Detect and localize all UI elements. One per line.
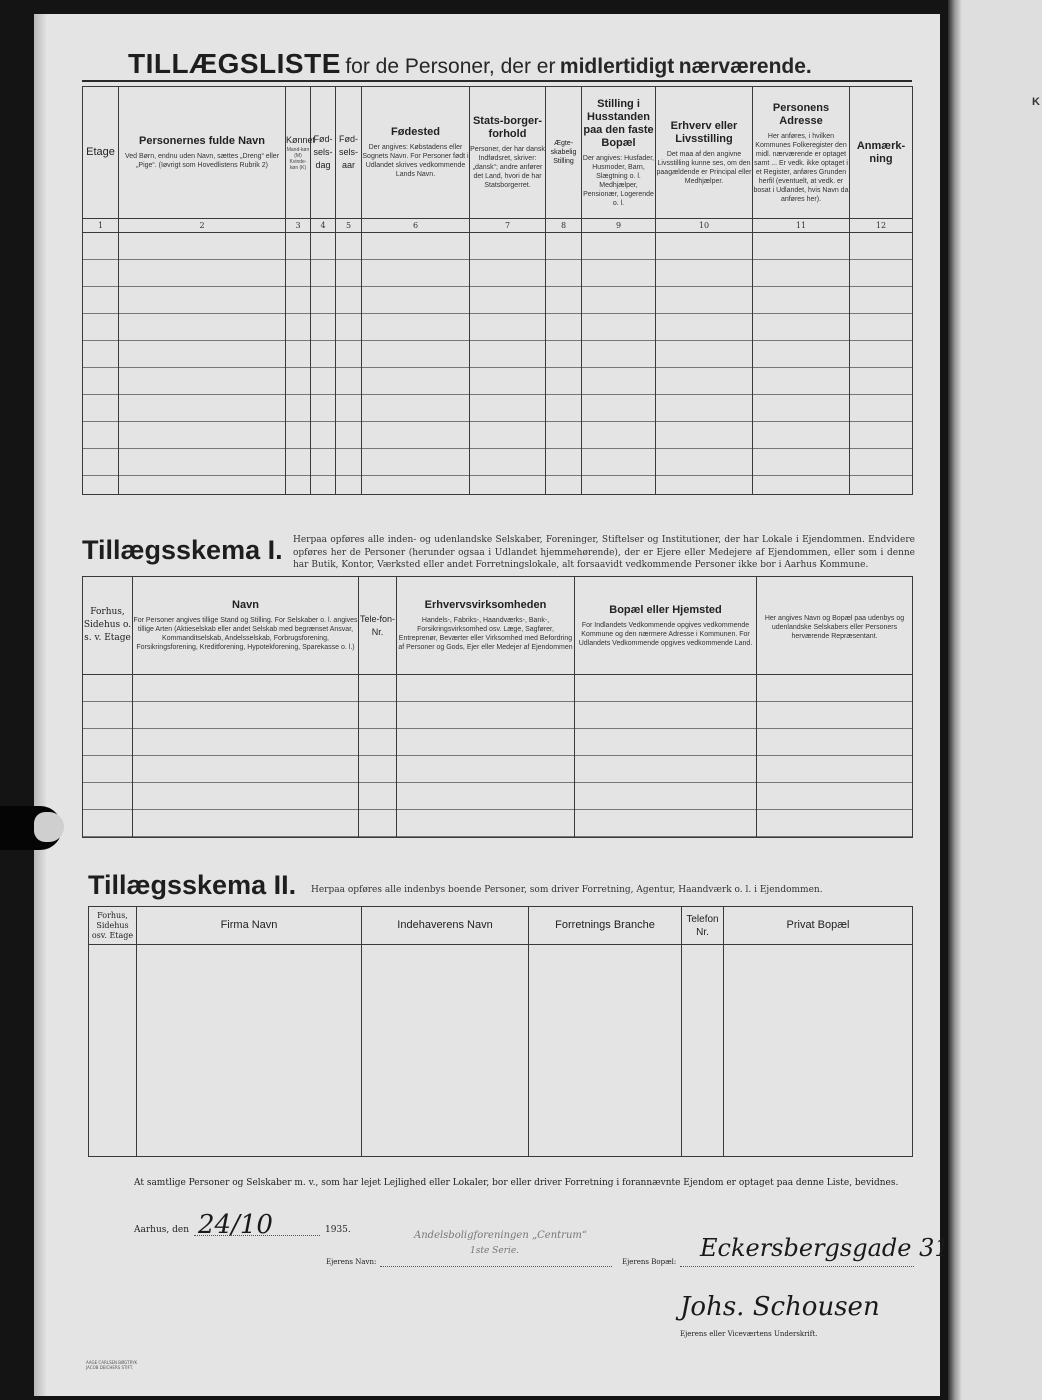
ruled-line [582, 395, 655, 422]
ruled-line [582, 314, 655, 341]
ruled-line [359, 702, 396, 729]
ruled-line [470, 368, 545, 395]
ruled-line [119, 449, 285, 476]
ruled-line [546, 422, 581, 449]
date-handwritten: 24/10 [198, 1210, 273, 1240]
title-bold2: midlertidigt [559, 55, 675, 78]
colnum: 10 [656, 219, 753, 233]
ruled-line [119, 233, 285, 260]
ruled-line [311, 449, 335, 476]
ruled-line [850, 314, 912, 341]
ruled-line [582, 233, 655, 260]
ruled-line [336, 287, 361, 314]
ruled-line [546, 287, 581, 314]
empty-cell [724, 945, 913, 1157]
ruled-line [83, 287, 118, 314]
title-rest: for de Personer, der er [345, 55, 556, 78]
ruled-line [119, 395, 285, 422]
s2-col-branche: Forretnings Branche [529, 907, 682, 945]
ruled-line [362, 395, 469, 422]
ruled-line [656, 422, 752, 449]
ruled-line [753, 395, 849, 422]
ruled-line [359, 729, 396, 756]
ruled-line [311, 422, 335, 449]
ruled-line [286, 233, 310, 260]
ruled-line [83, 702, 132, 729]
ruled-line [336, 449, 361, 476]
skema2-body [89, 945, 913, 1157]
ruled-line [656, 233, 752, 260]
ruled-line [83, 368, 118, 395]
ruled-line [546, 233, 581, 260]
ruled-line [286, 422, 310, 449]
col-statsborger: Stats-borger-forhold Personer, der har dansk Indfødsret, skriver: „dansk“; andre anfører det Land, hvori de har Statsborgerret. [470, 87, 546, 219]
ruled-line [850, 341, 912, 368]
ruled-line [753, 314, 849, 341]
ruled-line [83, 260, 118, 287]
ruled-line [362, 314, 469, 341]
ruled-line [757, 675, 912, 702]
declaration-text: At samtlige Personer og Selskaber m. v., som har lejet Lejlighed eller Lokaler, bor eller driver Forretning i forannævnte Ejendom er optaget paa denne Liste, bevidnes. [134, 1178, 899, 1188]
ruled-line [336, 422, 361, 449]
s1-col-etage: Forhus, Sidehus o. s. v. Etage [83, 577, 133, 675]
colnum: 9 [582, 219, 656, 233]
ruled-line [286, 260, 310, 287]
ruled-line [656, 395, 752, 422]
s1-col-bopael: Bopæl eller Hjemsted For Indlandets Vedkommende opgives vedkommende Kommune og den nærmere Adresse i Kommunen. For Udlandets Vedkommende opgives vedkommende Land. [575, 577, 757, 675]
ruled-line [133, 675, 358, 702]
ruled-line [119, 422, 285, 449]
empty-cell [850, 233, 913, 495]
ruled-line [311, 341, 335, 368]
ruled-line [397, 675, 574, 702]
ruled-line [359, 675, 396, 702]
adjacent-page-fragment: K [1032, 96, 1040, 108]
skema2-description: Herpaa opføres alle indenbys boende Personer, som driver Forretning, Agentur, Haandværk o. l. i Ejendommen. [311, 885, 823, 895]
ruled-line [119, 341, 285, 368]
owner-name-line [380, 1265, 612, 1267]
s1-col-telefon: Tele-fon-Nr. [359, 577, 397, 675]
tillaegsliste-title [128, 48, 812, 80]
empty-cell [137, 945, 362, 1157]
colnum: 2 [119, 219, 286, 233]
col-adresse: Personens Adresse Her anføres, i hvilken Kommunes Folkeregister den midl. nærværende er optaget samt ... Er vedk. ikke optaget i et Register, anføres Grunden herfil (eventuelt, at vedk. er bosat i Udlandet, hvis Navn da anføres her). [753, 87, 850, 219]
ruled-line [286, 395, 310, 422]
ruled-line [575, 675, 756, 702]
ruled-line [546, 395, 581, 422]
empty-cell [546, 233, 582, 495]
ruled-line [656, 314, 752, 341]
ruled-line [753, 260, 849, 287]
s2-col-bopael: Privat Bopæl [724, 907, 913, 945]
ruled-line [575, 783, 756, 810]
ruled-line [850, 233, 912, 260]
skema2-table [88, 906, 913, 1157]
declaration-year: 1935. [325, 1225, 351, 1235]
ruled-line [133, 729, 358, 756]
ruled-line [575, 810, 756, 837]
ruled-line [753, 287, 849, 314]
ruled-line [757, 729, 912, 756]
ruled-line [850, 449, 912, 476]
colnum: 5 [336, 219, 362, 233]
thumbnail [34, 812, 64, 842]
ruled-line [119, 314, 285, 341]
col-etage: Etage [83, 87, 119, 219]
col-fodselsaar: Fød-sels-aar [336, 87, 362, 219]
declaration-city: Aarhus, den [134, 1225, 189, 1235]
ruled-line [575, 729, 756, 756]
skema1-heading: Tillægsskema I. [82, 535, 283, 565]
s2-col-firma: Firma Navn [137, 907, 362, 945]
ruled-line [311, 287, 335, 314]
skema1-description: Herpaa opføres alle inden- og udenlandske Selskaber, Foreninger, Stiftelser og Institutioner, der har Lokale i Ejendommen. Endvidere opføres her de Personer (herunder ogsaa i Udlandet hjemmehørende), der er Ejere eller Medejere af Ejendommen, eller som i denne har Butik, Kontor, Værksted eller andet Forretningslokale, alt forsaavidt vedkommende Personer ikke bor i Aarhus Kommune. [293, 535, 915, 570]
ruled-line [546, 260, 581, 287]
ruled-line [546, 368, 581, 395]
colnum: 11 [753, 219, 850, 233]
ruled-line [582, 287, 655, 314]
ruled-line [546, 314, 581, 341]
tillaegsliste-body [83, 233, 913, 495]
col-fodselsdag: Fød-sels-dag [311, 87, 336, 219]
ruled-line [850, 260, 912, 287]
empty-cell [362, 233, 470, 495]
ruled-line [83, 395, 118, 422]
ruled-line [83, 314, 118, 341]
ruled-line [582, 341, 655, 368]
ruled-line [850, 287, 912, 314]
owner-stamp: Andelsboligforeningen „Centrum“ [414, 1230, 587, 1241]
colnum: 7 [470, 219, 546, 233]
colnum: 6 [362, 219, 470, 233]
empty-cell [311, 233, 336, 495]
empty-cell [89, 945, 137, 1157]
ruled-line [336, 233, 361, 260]
ruled-line [83, 783, 132, 810]
ruled-line [470, 314, 545, 341]
ruled-line [119, 287, 285, 314]
tillaegsliste-table [82, 86, 913, 495]
ruled-line [757, 810, 912, 837]
empty-cell [286, 233, 311, 495]
ruled-line [286, 341, 310, 368]
ruled-line [470, 422, 545, 449]
adjacent-page [948, 0, 1042, 1400]
ruled-line [470, 341, 545, 368]
col-aegteskab: Ægte-skabelig Stilling [546, 87, 582, 219]
ruled-line [753, 368, 849, 395]
ruled-line [546, 341, 581, 368]
ruled-line [397, 783, 574, 810]
ruled-line [83, 675, 132, 702]
empty-cell [362, 945, 529, 1157]
ruled-line [575, 702, 756, 729]
ruled-line [575, 756, 756, 783]
ruled-line [336, 260, 361, 287]
ruled-line [470, 287, 545, 314]
empty-cell [336, 233, 362, 495]
ruled-line [83, 810, 132, 837]
owner-name-label: Ejerens Navn: [326, 1258, 377, 1266]
empty-cell [582, 233, 656, 495]
ruled-line [119, 368, 285, 395]
empty-cell [83, 233, 119, 495]
ruled-line [582, 368, 655, 395]
ruled-line [133, 756, 358, 783]
colnum: 8 [546, 219, 582, 233]
col-kon: Kønnet Mand-køn (M) Kvinde-køn (K) [286, 87, 311, 219]
s1-col-navn: Navn For Personer angives tillige Stand og Stilling. For Selskaber o. l. angives tillige Arten (Aktieselskab eller andet Selskab med begrænset Ansvar, Kommanditselskab, Andelsselskab, Forbrugsforening, Forsikringsforening, Kreditforening, Hypotekforening, Sparekasse o. l.) [133, 577, 359, 675]
ruled-line [311, 368, 335, 395]
empty-cell [575, 675, 757, 838]
ruled-line [753, 422, 849, 449]
skema2-header-row [89, 907, 913, 945]
ruled-line [546, 449, 581, 476]
ruled-line [286, 287, 310, 314]
col-navn: Personernes fulde Navn Ved Børn, endnu uden Navn, sættes „Dreng“ eller „Pige“. (Iøvrigt som Hovedlistens Rubrik 2) [119, 87, 286, 219]
ruled-line [311, 314, 335, 341]
ruled-line [362, 287, 469, 314]
ruled-line [656, 368, 752, 395]
title-rule [82, 80, 912, 82]
ruled-line [753, 233, 849, 260]
ruled-line [850, 395, 912, 422]
s1-col-erhverv: Erhvervsvirksomheden Handels-, Fabriks-, Haandværks-, Bank-, Forsikringsvirksomhed osv. Læge, Sagfører, Entreprenør, Beværter eller Virksomhed med Befordring af Personer og Gods, Ejer eller Medejer af Ejendommen [397, 577, 575, 675]
ruled-line [470, 260, 545, 287]
signature-handwritten: Johs. Schousen [680, 1292, 880, 1322]
ruled-line [757, 783, 912, 810]
signature-label: Ejerens eller Viceværtens Underskrift. [680, 1330, 818, 1338]
ruled-line [311, 233, 335, 260]
col-anmaerkning: Anmærk-ning [850, 87, 913, 219]
colnum: 3 [286, 219, 311, 233]
s2-col-etage: Forhus, Sidehus osv. Etage [89, 907, 137, 945]
ruled-line [359, 810, 396, 837]
ruled-line [286, 314, 310, 341]
s1-col-repraesentant: Her angives Navn og Bopæl paa udenbys og udenlandske Selskabers eller Personers herværende Repræsentant. [757, 577, 913, 675]
ruled-line [83, 729, 132, 756]
ruled-line [850, 368, 912, 395]
ruled-line [656, 341, 752, 368]
ruled-line [359, 783, 396, 810]
empty-cell [83, 675, 133, 838]
colnum: 4 [311, 219, 336, 233]
ruled-line [83, 756, 132, 783]
ruled-line [362, 341, 469, 368]
ruled-line [362, 233, 469, 260]
empty-cell [757, 675, 913, 838]
ruled-line [133, 783, 358, 810]
empty-cell [359, 675, 397, 838]
ruled-line [286, 368, 310, 395]
empty-cell [470, 233, 546, 495]
col-stilling: Stilling i Husstanden paa den faste Bopæl Der angives: Husfader, Husmoder, Barn, Slægtning o. l. Medhjælper, Pensionær, Logerende o. l. [582, 87, 656, 219]
skema1-table [82, 576, 913, 838]
ruled-line [336, 314, 361, 341]
ruled-line [83, 341, 118, 368]
ruled-line [850, 422, 912, 449]
skema2-heading: Tillægsskema II. [88, 870, 297, 900]
ruled-line [757, 756, 912, 783]
empty-cell [753, 233, 850, 495]
ruled-line [83, 449, 118, 476]
owner-address-label: Ejerens Bopæl: [622, 1258, 677, 1266]
ruled-line [359, 756, 396, 783]
ruled-line [582, 449, 655, 476]
s2-col-telefon: Telefon Nr. [682, 907, 724, 945]
ruled-line [286, 449, 310, 476]
ruled-line [753, 449, 849, 476]
ruled-line [133, 810, 358, 837]
s2-col-indehaver: Indehaverens Navn [362, 907, 529, 945]
empty-cell [119, 233, 286, 495]
title-bold: TILLÆGSLISTE [128, 48, 341, 79]
skema1-header-row [83, 577, 913, 675]
empty-cell [397, 675, 575, 838]
ruled-line [582, 422, 655, 449]
skema1-body [83, 675, 913, 838]
ruled-line [133, 702, 358, 729]
ruled-line [336, 368, 361, 395]
ruled-line [119, 260, 285, 287]
title-end: nærværende. [678, 55, 812, 78]
owner-address-line [680, 1265, 914, 1267]
ruled-line [336, 395, 361, 422]
page-edge [948, 0, 962, 1400]
ruled-line [757, 702, 912, 729]
empty-cell [682, 945, 724, 1157]
printer-imprint: AAGE CARLSEN BØGTRYK JACOB DEICHERS STIFT. [86, 1360, 138, 1370]
ruled-line [397, 702, 574, 729]
ruled-line [656, 260, 752, 287]
ruled-line [83, 422, 118, 449]
ruled-line [311, 260, 335, 287]
owner-stamp-series: 1ste Serie. [470, 1246, 520, 1256]
ruled-line [470, 233, 545, 260]
col-fodested: Fødested Der angives: Købstadens eller Sognets Navn. For Personer født i Udlandet skrives vedkommende Lands Navn. [362, 87, 470, 219]
ruled-line [656, 287, 752, 314]
ruled-line [656, 449, 752, 476]
ruled-line [336, 341, 361, 368]
owner-address-handwritten: Eckersbergsgade 31 [700, 1234, 950, 1262]
ruled-line [397, 756, 574, 783]
page-spine [34, 14, 46, 1396]
empty-cell [133, 675, 359, 838]
empty-cell [529, 945, 682, 1157]
ruled-line [397, 729, 574, 756]
thumb [0, 806, 62, 850]
colnum: 1 [83, 219, 119, 233]
colnum: 12 [850, 219, 913, 233]
ruled-line [362, 422, 469, 449]
ruled-line [397, 810, 574, 837]
ruled-line [83, 233, 118, 260]
colnum-row [83, 219, 913, 233]
col-erhverv: Erhverv eller Livsstilling Det maa af den angivne Livsstilling kunne ses, om den paagældende er Principal eller Medhjælper. [656, 87, 753, 219]
ruled-line [470, 395, 545, 422]
ruled-line [362, 260, 469, 287]
ruled-line [470, 449, 545, 476]
empty-cell [656, 233, 753, 495]
ruled-line [362, 368, 469, 395]
ruled-line [362, 449, 469, 476]
header-row [83, 87, 913, 219]
ruled-line [753, 341, 849, 368]
ruled-line [311, 395, 335, 422]
ruled-line [582, 260, 655, 287]
